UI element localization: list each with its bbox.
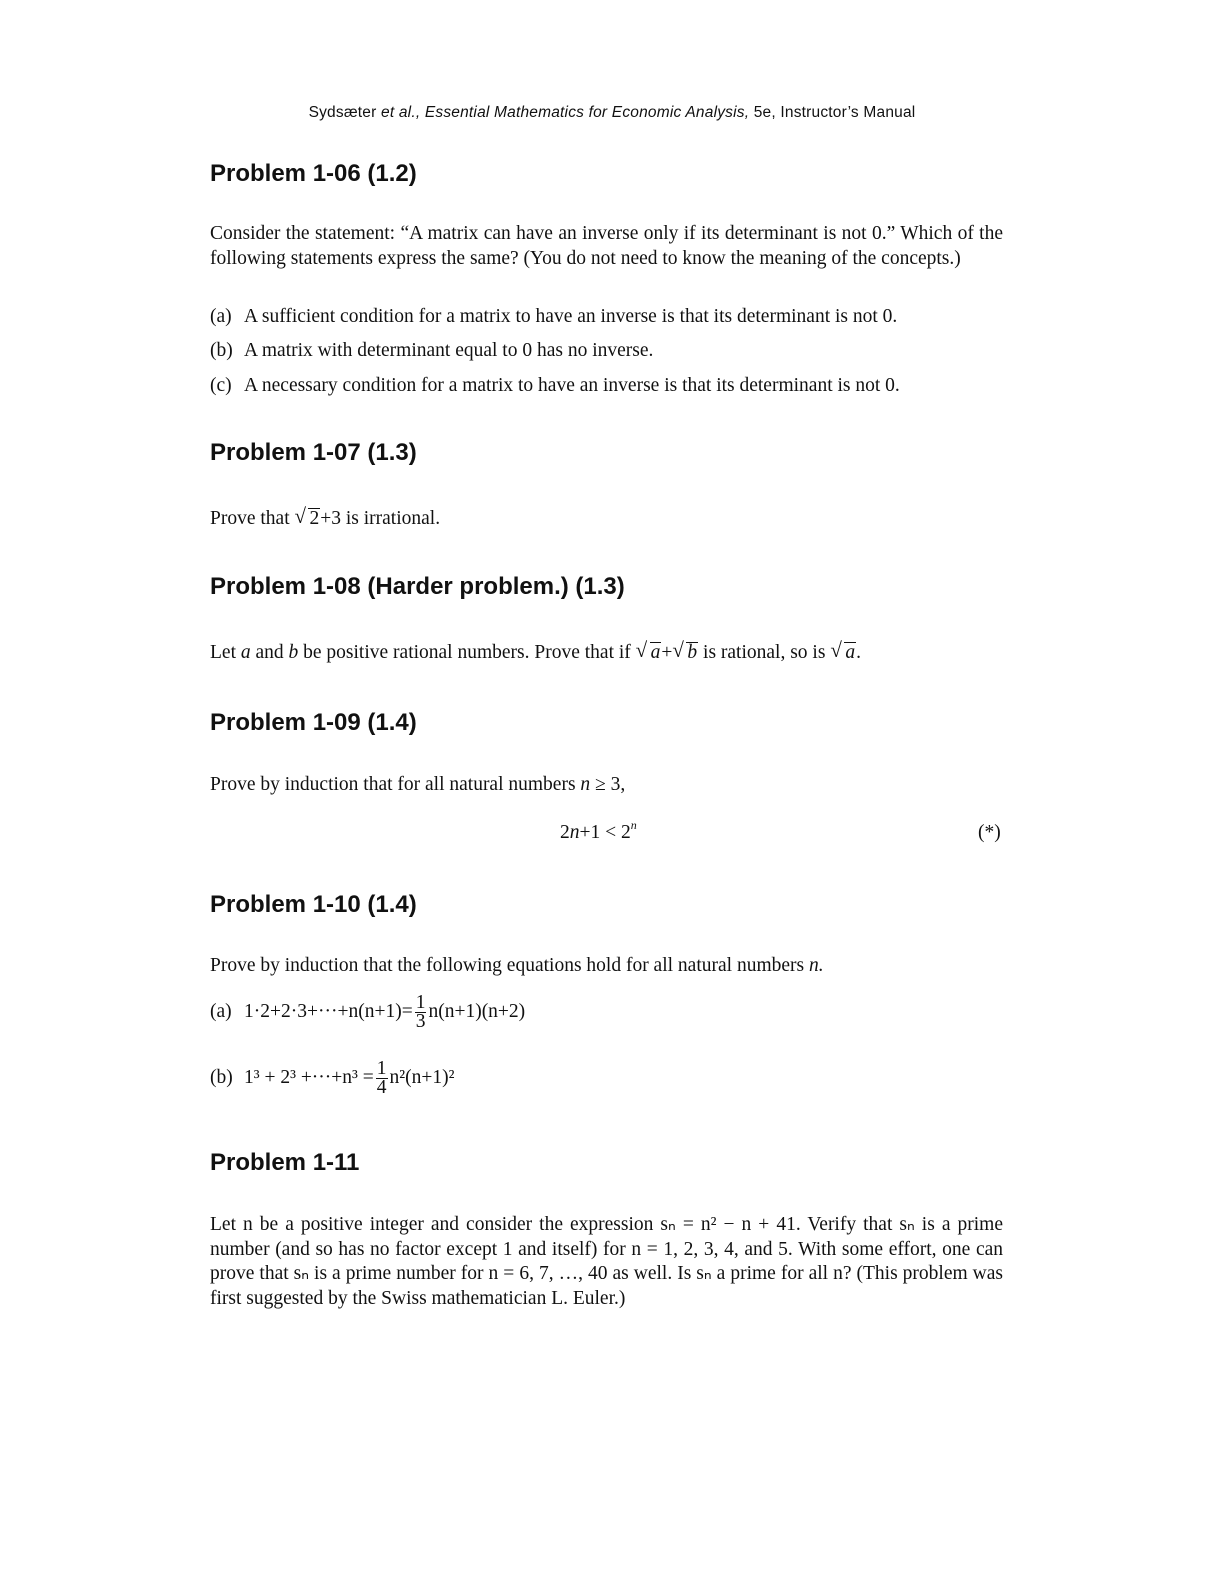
problem-1-06-item-a: (a) A sufficient condition for a matrix to have an inverse is that its determinant is not 0. xyxy=(210,306,898,327)
problem-1-07-title: Problem 1-07 (1.3) xyxy=(210,439,417,466)
problem-1-08-title: Problem 1-08 (Harder problem.) (1.3) xyxy=(210,573,625,600)
inequality-display: $2n+1 < 2^n$ xyxy=(560,818,637,843)
sqrt-expression: √ 2 xyxy=(294,504,320,529)
problem-1-09-body: Prove by induction that for all natural numbers n ≥ 3, xyxy=(210,774,626,795)
problem-1-11-body: Let n be a positive integer and consider the expression sₙ = n² − n + 41. Verify that sₙ is a prime number (and so has no factor except 1 and itself) for n = 1, 2, 3, 4, and 5. With some effort, one can prove that sₙ is a prime number for n = 6, 7, …, 40 as well. Is sₙ a prime for all n? (This problem was first suggested by the Swiss mathematician L. Euler.) xyxy=(210,1214,1003,1309)
problem-1-08-body: Let a and b be positive rational numbers. Prove that if √ a+ √ b is rational, so is √ a. xyxy=(210,638,861,663)
problem-1-10-item-b: (b) 1³ + 2³ +···+n³ = $\frac{1}{4}$ n²(n+1)² xyxy=(210,1058,455,1099)
running-header: Sydsæter et al., Essential Mathematics for Economic Analysis, 5e, Instructor’s Manual xyxy=(308,104,916,121)
problem-1-06-title: Problem 1-06 (1.2) xyxy=(210,160,417,187)
problem-1-06-body: Consider the statement: “A matrix can have an inverse only if its determinant is not 0.” Which of the following statements express the same? (You do not need to know the meaning of the concepts.) xyxy=(210,223,1003,269)
problem-1-11-title: Problem 1-11 xyxy=(210,1149,360,1176)
problem-1-07-body: Prove that √ 2+3 is irrational. xyxy=(210,504,441,529)
equation-tag: (*) xyxy=(978,822,1001,843)
problem-1-10-item-a: (a) 1·2+2·3+···+n(n+1)= $\frac{1}{3}$ n(n+1)(n+2) xyxy=(210,992,526,1033)
problem-1-10-title: Problem 1-10 (1.4) xyxy=(210,891,417,918)
problem-1-06-item-b: (b) A matrix with determinant equal to 0 has no inverse. xyxy=(210,340,654,361)
problem-1-06-item-c: (c) A necessary condition for a matrix to have an inverse is that its determinant is not 0. xyxy=(210,375,900,396)
problem-1-10-body: Prove by induction that the following equations hold for all natural numbers n. xyxy=(210,955,824,976)
problem-1-09-title: Problem 1-09 (1.4) xyxy=(210,709,417,736)
